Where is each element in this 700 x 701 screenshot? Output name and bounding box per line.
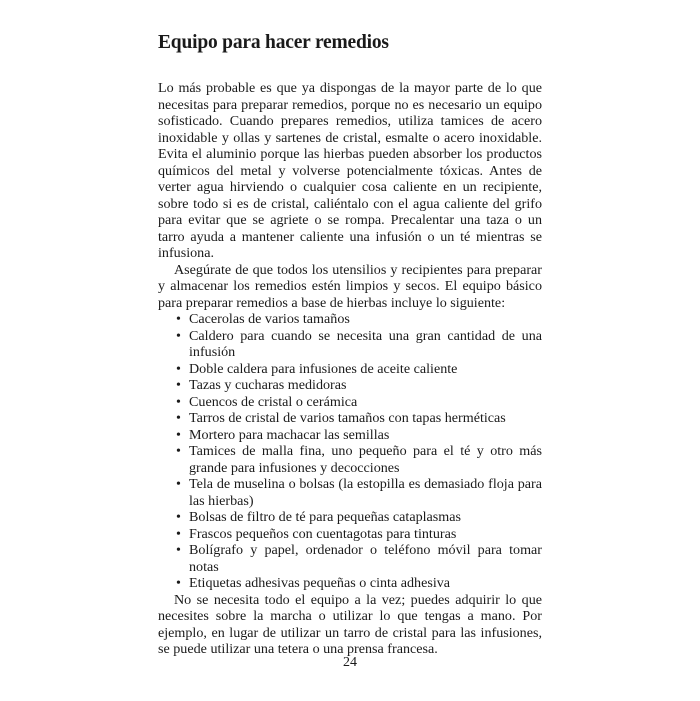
bullet-icon: • xyxy=(176,509,181,525)
bullet-icon: • xyxy=(176,311,181,327)
section-heading: Equipo para hacer remedios xyxy=(158,32,389,53)
list-item: • Mortero para machacar las semillas xyxy=(176,426,390,443)
intro-paragraph: Lo más probable es que ya dispongas de la mayor parte de lo que necesitas para preparar remedios, porque no es necesario un equipo sofisticado. Cuando prepares remedios, utiliza tamices de acero inoxidable y ollas y sartenes de cristal, esmalte o acero inoxidable. Evita el aluminio porque las hierbas pueden absorber los productos químicos del metal y volverse potencialmente tóxicas. Antes de verter agua hirviendo o cualquier cosa caliente en un recipiente, sobre todo si es de cristal, caliéntalo con el agua caliente del grifo para evitar que se agriete o se rompa. Precalentar una taza o un tarro ayuda a mantener caliente una infusión o un té mientras se infusiona. xyxy=(158,80,542,261)
closing-paragraph: No se necesita todo el equipo a la vez; puedes adquirir lo que necesites sobre la marcha o utilizar lo que tengas a mano. Por ejemplo, en lugar de utilizar un tarro de cristal para las infusiones, se puede utilizar una tetera o una prensa francesa. xyxy=(158,591,542,657)
list-item: • Tarros de cristal de varios tamaños con tapas herméticas xyxy=(176,410,506,426)
bullet-icon: • xyxy=(176,426,181,443)
equipment-list xyxy=(158,311,542,592)
list-item: • Tela de muselina o bolsas (la estopilla es demasiado floja para las hierbas) xyxy=(176,476,542,509)
bullet-icon: • xyxy=(176,393,181,410)
bullet-icon: • xyxy=(176,476,181,492)
equipment-intro-paragraph: Asegúrate de que todos los utensilios y recipientes para preparar y almacenar los remedios estén limpios y secos. El equipo básico para preparar remedios a base de hierbas incluye lo siguiente: xyxy=(158,261,542,311)
bullet-icon: • xyxy=(176,410,181,426)
list-item: • Frascos pequeños con cuentagotas para tinturas xyxy=(176,525,457,542)
bullet-icon: • xyxy=(176,443,181,459)
body-text xyxy=(158,80,542,658)
list-item: • Bolsas de filtro de té para pequeñas cataplasmas xyxy=(176,509,461,525)
list-item: • Cacerolas de varios tamaños xyxy=(176,311,350,327)
bullet-icon: • xyxy=(176,377,181,393)
list-item: • Etiquetas adhesivas pequeñas o cinta adhesiva xyxy=(176,575,451,591)
page-number: 24 xyxy=(343,655,357,670)
list-item: • Doble caldera para infusiones de aceite caliente xyxy=(176,360,458,377)
bullet-icon: • xyxy=(176,525,181,542)
bullet-icon: • xyxy=(176,360,181,377)
bullet-icon: • xyxy=(176,327,181,344)
list-item: • Bolígrafo y papel, ordenador o teléfono móvil para tomar notas xyxy=(176,542,542,575)
list-item: • Cuencos de cristal o cerámica xyxy=(176,393,358,410)
list-item: • Caldero para cuando se necesita una gran cantidad de una infusión xyxy=(176,327,542,360)
bullet-icon: • xyxy=(176,542,181,558)
list-item: • Tazas y cucharas medidoras xyxy=(176,377,347,393)
list-item: • Tamices de malla fina, uno pequeño para el té y otro más grande para infusiones y decocciones xyxy=(176,443,542,476)
bullet-icon: • xyxy=(176,575,181,591)
